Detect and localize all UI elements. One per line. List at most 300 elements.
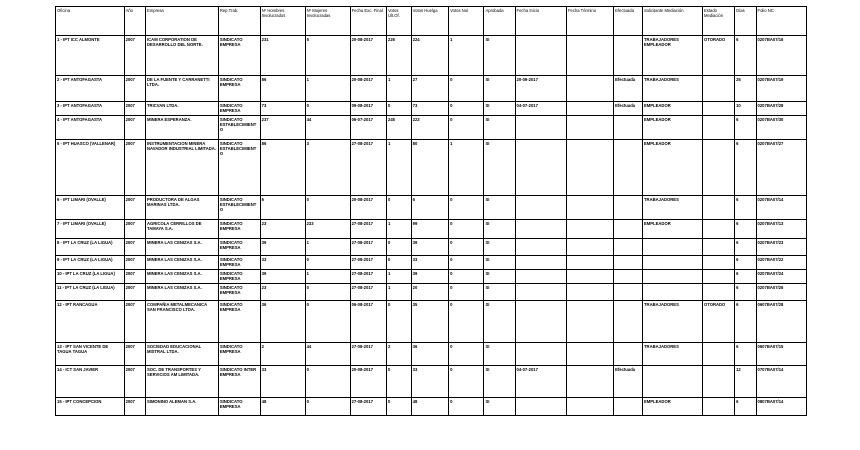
table-cell: SI bbox=[484, 220, 515, 239]
table-cell: EMPLEADOR bbox=[642, 140, 702, 196]
table-cell: SI bbox=[484, 36, 515, 76]
table-cell: 10 bbox=[735, 102, 756, 116]
table-cell bbox=[614, 398, 643, 416]
table-cell bbox=[515, 140, 566, 196]
table-cell: 6 bbox=[411, 196, 448, 220]
table-cell: 14 - ICT SAN JAVIER bbox=[56, 366, 125, 398]
table-cell: 20-09-2017 bbox=[515, 76, 566, 102]
table-cell: 6 bbox=[735, 301, 756, 343]
table-cell bbox=[566, 239, 613, 256]
table-cell: 1 bbox=[449, 36, 484, 76]
table-cell: SI bbox=[484, 398, 515, 416]
table-cell: 0707BA07/14 bbox=[756, 366, 806, 398]
table-cell: 6 bbox=[735, 196, 756, 220]
table-cell bbox=[702, 76, 734, 102]
table-cell: 2007 bbox=[124, 76, 145, 102]
table-cell: 1 bbox=[305, 76, 350, 102]
table-cell: DE LA FUENTE Y CARRANETTI LTDA. bbox=[145, 76, 218, 102]
table-cell: SINDICATO EMPRESA bbox=[218, 270, 260, 284]
table-cell: SINDICATO EMPRESA bbox=[218, 239, 260, 256]
table-cell: 36 bbox=[260, 301, 305, 343]
table-cell: SI bbox=[484, 343, 515, 366]
table-cell: 6 bbox=[735, 398, 756, 416]
table-row bbox=[56, 220, 807, 239]
table-cell: 0 bbox=[387, 301, 412, 343]
table-cell: 86 bbox=[260, 140, 305, 196]
table-cell bbox=[515, 398, 566, 416]
table-cell: MINERA ESPERANZA. bbox=[145, 116, 218, 140]
table-cell: 27-08-2017 bbox=[350, 284, 386, 301]
column-header: Estado Mediación bbox=[702, 7, 734, 36]
table-cell: 6 - IPT LIMARI (OVALLE) bbox=[56, 196, 125, 220]
table-cell: 2007 bbox=[124, 284, 145, 301]
table-cell: 06-07-2017 bbox=[350, 116, 386, 140]
table-cell: 0 bbox=[305, 284, 350, 301]
table-cell: SI bbox=[484, 239, 515, 256]
table-cell: 0 bbox=[449, 366, 484, 398]
column-header: Aprobada bbox=[484, 7, 515, 36]
table-cell: 0 bbox=[387, 366, 412, 398]
table-cell: 0 bbox=[449, 220, 484, 239]
table-cell: 2 bbox=[387, 343, 412, 366]
table-cell: 1 bbox=[387, 140, 412, 196]
table-cell: 1 bbox=[305, 270, 350, 284]
table-cell bbox=[702, 116, 734, 140]
table-cell: 0 bbox=[387, 102, 412, 116]
table-cell: 20-08-2017 bbox=[350, 76, 386, 102]
table-cell: 6 bbox=[735, 284, 756, 301]
table-cell bbox=[515, 256, 566, 270]
table-cell bbox=[614, 220, 643, 239]
table-cell: 6 bbox=[260, 196, 305, 220]
table-cell: SI bbox=[484, 366, 515, 398]
table-cell: 73 bbox=[411, 102, 448, 116]
table-cell: 27-08-2017 bbox=[350, 343, 386, 366]
table-cell: 11 - IPT LA CRUZ (LA LIGUA) bbox=[56, 284, 125, 301]
table-row bbox=[56, 256, 807, 270]
table-cell: SOCIEDAD EDUCACIONAL MISTRAL LTDA. bbox=[145, 343, 218, 366]
table-cell: 2 - IPT ANTOFAGASTA bbox=[56, 76, 125, 102]
table-cell bbox=[642, 366, 702, 398]
table-cell: 0 bbox=[449, 102, 484, 116]
table-cell: 0 bbox=[449, 239, 484, 256]
table-cell: 0207BA07/24 bbox=[756, 270, 806, 284]
table-cell: 33 bbox=[411, 366, 448, 398]
table-cell bbox=[702, 270, 734, 284]
table-cell: SI bbox=[484, 76, 515, 102]
column-header: Fecha Inicio bbox=[515, 7, 566, 36]
table-cell bbox=[515, 36, 566, 76]
table-cell: PRODUCTORA DE ALGAS MARINAS LTDA. bbox=[145, 196, 218, 220]
column-header: Folio NC bbox=[756, 7, 806, 36]
table-cell: TRICVAN LTDA. bbox=[145, 102, 218, 116]
table-cell: 226 bbox=[387, 36, 412, 76]
table-cell: 27-08-2017 bbox=[350, 239, 386, 256]
table-cell: 20 bbox=[411, 284, 448, 301]
table-cell: 33 bbox=[411, 256, 448, 270]
table-row bbox=[56, 36, 807, 76]
table-cell bbox=[515, 196, 566, 220]
table-cell bbox=[566, 196, 613, 220]
table-cell: SINDICATO EMPRESA bbox=[218, 76, 260, 102]
table-cell: 0207BA07/27 bbox=[756, 140, 806, 196]
table-cell: TRABAJADORES bbox=[642, 76, 702, 102]
table-cell: COMPAÑIA METALMECANICA SAN FRANCISCO LTDA. bbox=[145, 301, 218, 343]
table-cell: 25 bbox=[735, 76, 756, 102]
table-cell bbox=[642, 239, 702, 256]
table-cell: 39 bbox=[411, 270, 448, 284]
table-cell: 12 bbox=[735, 366, 756, 398]
table-cell: SIMONINO ALEMAN S.A. bbox=[145, 398, 218, 416]
column-header: Votos Nul bbox=[449, 7, 484, 36]
table-cell: 23 bbox=[260, 284, 305, 301]
table-cell: 27 bbox=[411, 76, 448, 102]
table-cell: SINDICATO EMPRESA bbox=[218, 284, 260, 301]
table-cell: 0207BA07/16 bbox=[756, 36, 806, 76]
table-cell: MINERA LAS CENIZAS S.A. bbox=[145, 284, 218, 301]
column-header: Fecha Término bbox=[566, 7, 613, 36]
table-cell: 6 bbox=[735, 270, 756, 284]
table-cell bbox=[566, 36, 613, 76]
table-cell: 27-08-2017 bbox=[350, 398, 386, 416]
table-cell: ICAM CORPORATION DE DESARROLLO DEL NORTE. bbox=[145, 36, 218, 76]
table-cell bbox=[614, 284, 643, 301]
table-cell: 0 bbox=[449, 284, 484, 301]
table-cell: 224 bbox=[411, 36, 448, 76]
table-cell: SINDICATO ESTABLECIMIENTO bbox=[218, 196, 260, 220]
table-cell: 2007 bbox=[124, 196, 145, 220]
table-cell: 99 bbox=[411, 220, 448, 239]
table-row bbox=[56, 301, 807, 343]
table-cell: SINDICATO EMPRESA bbox=[218, 220, 260, 239]
column-header: Nº Hombres Involucrados bbox=[260, 7, 305, 36]
column-header: Efectuada bbox=[614, 7, 643, 36]
table-cell: 245 bbox=[387, 116, 412, 140]
table-cell bbox=[566, 284, 613, 301]
table-row bbox=[56, 366, 807, 398]
table-cell: 0 bbox=[387, 398, 412, 416]
column-header: Días bbox=[735, 7, 756, 36]
table-cell bbox=[642, 284, 702, 301]
table-cell: 0 bbox=[305, 301, 350, 343]
table-cell: 0207BA07/30 bbox=[756, 116, 806, 140]
table-cell: SI bbox=[484, 196, 515, 220]
table-cell: SINDICATO ESTABLECIMIENTO bbox=[218, 140, 260, 196]
table-cell: Efectuada bbox=[614, 366, 643, 398]
table-cell: 2007 bbox=[124, 301, 145, 343]
table-cell: SINDICATO EMPRESA bbox=[218, 398, 260, 416]
table-cell bbox=[702, 196, 734, 220]
table-cell: 2007 bbox=[124, 270, 145, 284]
table-cell: SOC. DE TRANSPORTES Y SERVICIOS AM LIMITADA. bbox=[145, 366, 218, 398]
table-cell: MINERA LAS CENIZAS S.A. bbox=[145, 256, 218, 270]
table-cell: 0 bbox=[387, 196, 412, 220]
table-row bbox=[56, 76, 807, 102]
column-header: Votos Ult.Of. bbox=[387, 7, 412, 36]
table-cell: SI bbox=[484, 270, 515, 284]
table-cell: TRABAJADORES EMPLEADOR bbox=[642, 36, 702, 76]
table-cell bbox=[702, 140, 734, 196]
table-cell: 2007 bbox=[124, 366, 145, 398]
table-row bbox=[56, 140, 807, 196]
table-cell bbox=[614, 116, 643, 140]
table-cell: 20-08-2017 bbox=[350, 36, 386, 76]
table-cell: SINDICATO EMPRESA bbox=[218, 256, 260, 270]
table-cell: 5 bbox=[305, 36, 350, 76]
table-cell: SI bbox=[484, 116, 515, 140]
table-cell: TRABAJADORES bbox=[642, 196, 702, 220]
table-cell: SI bbox=[484, 102, 515, 116]
table-cell: 0 bbox=[449, 256, 484, 270]
table-cell: 04-07-2017 bbox=[515, 102, 566, 116]
table-cell: 48 bbox=[260, 398, 305, 416]
table-cell bbox=[614, 270, 643, 284]
table-row bbox=[56, 343, 807, 366]
table-cell: 6 bbox=[735, 343, 756, 366]
table-cell: 6 bbox=[735, 239, 756, 256]
table-cell: 0207BA07/13 bbox=[756, 220, 806, 239]
column-header: Solicitante Mediación bbox=[642, 7, 702, 36]
table-cell: 0 bbox=[449, 270, 484, 284]
table-cell bbox=[702, 239, 734, 256]
table-cell bbox=[642, 270, 702, 284]
table-cell: 48 bbox=[411, 398, 448, 416]
table-cell: 0 bbox=[449, 116, 484, 140]
table-cell: 6 bbox=[735, 140, 756, 196]
table-cell: 0207BA07/23 bbox=[756, 239, 806, 256]
table-cell: SI bbox=[484, 301, 515, 343]
table-cell bbox=[702, 220, 734, 239]
table-cell: 0607BA07/28 bbox=[756, 301, 806, 343]
table-cell bbox=[566, 301, 613, 343]
table-cell: 27-08-2017 bbox=[350, 220, 386, 239]
table-cell: 35 bbox=[411, 301, 448, 343]
table-cell: SI bbox=[484, 284, 515, 301]
data-sheet bbox=[55, 6, 807, 416]
table-cell bbox=[566, 256, 613, 270]
table-cell: 0807BA07/14 bbox=[756, 398, 806, 416]
table-cell: 0 bbox=[305, 102, 350, 116]
table-cell: EMPLEADOR bbox=[642, 398, 702, 416]
table-cell: 233 bbox=[305, 220, 350, 239]
table-cell: EMPLEADOR bbox=[642, 102, 702, 116]
table-cell: 10 - IPT LA CRUZ (LA LIGUA) bbox=[56, 270, 125, 284]
table-cell: 36 bbox=[411, 343, 448, 366]
table-cell bbox=[566, 116, 613, 140]
table-cell: 2 bbox=[260, 343, 305, 366]
table-cell bbox=[515, 284, 566, 301]
table-cell: OTORADO bbox=[702, 36, 734, 76]
table-cell: 0207BA07/26 bbox=[756, 284, 806, 301]
table-cell: 237 bbox=[260, 116, 305, 140]
table-cell bbox=[614, 140, 643, 196]
table-cell: 0 bbox=[449, 301, 484, 343]
table-cell bbox=[515, 301, 566, 343]
table-cell bbox=[614, 301, 643, 343]
table-cell bbox=[614, 343, 643, 366]
table-cell: 0207BA07/14 bbox=[756, 196, 806, 220]
table-cell: 27-08-2017 bbox=[350, 270, 386, 284]
table-cell bbox=[702, 398, 734, 416]
negotiations-table bbox=[55, 6, 807, 416]
table-cell: 1 bbox=[449, 140, 484, 196]
table-cell bbox=[566, 220, 613, 239]
table-cell bbox=[702, 366, 734, 398]
table-cell: 39 bbox=[411, 239, 448, 256]
table-cell: 0 bbox=[387, 239, 412, 256]
table-cell: 1 bbox=[305, 239, 350, 256]
table-cell bbox=[515, 239, 566, 256]
table-cell: INSTRUMENTACION MINERA NAVADOR INDUSTRIAL LIMITADA. bbox=[145, 140, 218, 196]
table-cell: 13 - IPT SAN VICENTE DE TAGUA TAGUA bbox=[56, 343, 125, 366]
header-row bbox=[56, 7, 807, 36]
column-header: Fecha Exc. Final bbox=[350, 7, 386, 36]
table-cell bbox=[566, 270, 613, 284]
table-cell: 0 bbox=[305, 196, 350, 220]
table-cell bbox=[515, 220, 566, 239]
table-cell: 06-08-2017 bbox=[350, 301, 386, 343]
table-cell: 231 bbox=[260, 36, 305, 76]
table-cell bbox=[566, 398, 613, 416]
table-cell: 3 - IPT ANTOFAGASTA bbox=[56, 102, 125, 116]
table-cell: 0 bbox=[305, 398, 350, 416]
table-cell bbox=[566, 343, 613, 366]
table-row bbox=[56, 398, 807, 416]
table-cell: 2007 bbox=[124, 116, 145, 140]
table-cell: 2007 bbox=[124, 239, 145, 256]
table-cell bbox=[642, 256, 702, 270]
table-cell: 20-08-2017 bbox=[350, 196, 386, 220]
table-cell: Efectuada bbox=[614, 102, 643, 116]
table-cell bbox=[702, 102, 734, 116]
table-cell: SI bbox=[484, 140, 515, 196]
table-cell: 2007 bbox=[124, 220, 145, 239]
table-cell: 4 - IPT ANTOFAGASTA bbox=[56, 116, 125, 140]
table-cell: 6 bbox=[735, 116, 756, 140]
table-cell: 33 bbox=[260, 366, 305, 398]
table-cell: 2007 bbox=[124, 36, 145, 76]
table-cell: SINDICATO EMPRESA bbox=[218, 102, 260, 116]
table-cell: 0207BA07/28 bbox=[756, 102, 806, 116]
table-cell bbox=[614, 239, 643, 256]
table-cell bbox=[566, 102, 613, 116]
table-cell: 39 bbox=[260, 270, 305, 284]
table-cell bbox=[515, 116, 566, 140]
table-cell: 2007 bbox=[124, 102, 145, 116]
table-cell: 73 bbox=[260, 102, 305, 116]
table-cell: 0 bbox=[449, 398, 484, 416]
table-cell: 23 bbox=[260, 220, 305, 239]
table-cell: TRABAJADORES bbox=[642, 301, 702, 343]
table-cell: 3 bbox=[305, 140, 350, 196]
table-cell bbox=[566, 140, 613, 196]
table-cell: MINERA LAS CENIZAS S.A. bbox=[145, 239, 218, 256]
table-cell: 86 bbox=[260, 76, 305, 102]
table-cell: 0 bbox=[387, 256, 412, 270]
table-cell: 5 - IPT HUASCO (VALLENAR) bbox=[56, 140, 125, 196]
table-cell: 2007 bbox=[124, 343, 145, 366]
table-cell: 0 bbox=[449, 343, 484, 366]
table-cell: 0607BA07/15 bbox=[756, 343, 806, 366]
table-cell bbox=[702, 343, 734, 366]
table-cell: 27-08-2017 bbox=[350, 256, 386, 270]
table-cell: 9 - IPT LA CRUZ (LA LIGUA) bbox=[56, 256, 125, 270]
table-cell: 0 bbox=[449, 196, 484, 220]
table-cell: 80 bbox=[411, 140, 448, 196]
table-cell: 7 - IPT LIMARI (OVALLE) bbox=[56, 220, 125, 239]
table-cell: 1 bbox=[387, 220, 412, 239]
table-cell: 223 bbox=[411, 116, 448, 140]
table-cell: MINERA LAS CENIZAS S.A. bbox=[145, 270, 218, 284]
table-cell: SI bbox=[484, 256, 515, 270]
table-cell: 0 bbox=[305, 366, 350, 398]
table-cell: 0 bbox=[305, 256, 350, 270]
table-cell: 04-07-2017 bbox=[515, 366, 566, 398]
column-header: Empresa bbox=[145, 7, 218, 36]
column-header: Año bbox=[124, 7, 145, 36]
table-cell bbox=[515, 270, 566, 284]
table-cell: 2007 bbox=[124, 140, 145, 196]
table-cell bbox=[702, 256, 734, 270]
table-cell: 0207BA07/19 bbox=[756, 76, 806, 102]
table-row bbox=[56, 284, 807, 301]
table-cell: 0207BA07/22 bbox=[756, 256, 806, 270]
table-row bbox=[56, 196, 807, 220]
table-row bbox=[56, 116, 807, 140]
table-cell: 2007 bbox=[124, 256, 145, 270]
table-cell: 8 - IPT LA CRUZ (LA LIGUA) bbox=[56, 239, 125, 256]
table-cell: 20-08-2017 bbox=[350, 366, 386, 398]
table-cell: 1 bbox=[387, 284, 412, 301]
table-cell: 6 bbox=[735, 256, 756, 270]
table-cell: SINDICATO EMPRESA bbox=[218, 343, 260, 366]
table-cell: SINDICATO EMPRESA bbox=[218, 301, 260, 343]
table-cell: AGRICOLA CERRILLOS DE TAMAYA S.A. bbox=[145, 220, 218, 239]
table-row bbox=[56, 102, 807, 116]
table-cell: 27-08-2017 bbox=[350, 140, 386, 196]
table-cell: 1 bbox=[387, 270, 412, 284]
table-cell: 0 bbox=[449, 76, 484, 102]
table-cell bbox=[566, 366, 613, 398]
table-cell: 44 bbox=[305, 116, 350, 140]
table-cell bbox=[566, 76, 613, 102]
table-cell: OTORADO bbox=[702, 301, 734, 343]
table-cell: EMPLEADOR bbox=[642, 220, 702, 239]
table-cell: TRABAJADORES bbox=[642, 343, 702, 366]
table-cell bbox=[702, 284, 734, 301]
column-header: Oficina bbox=[56, 7, 125, 36]
table-cell: 2007 bbox=[124, 398, 145, 416]
table-cell: 6 bbox=[735, 220, 756, 239]
table-cell: 39 bbox=[260, 239, 305, 256]
table-cell bbox=[614, 196, 643, 220]
table-cell: SINDICATO EMPRESA bbox=[218, 36, 260, 76]
table-cell: 1 bbox=[387, 76, 412, 102]
column-header: Votos Huelga bbox=[411, 7, 448, 36]
table-row bbox=[56, 239, 807, 256]
table-cell: 6 bbox=[735, 36, 756, 76]
table-cell: 15 - IPT CONCEPCION bbox=[56, 398, 125, 416]
column-header: Nº Mujeres Involucradas bbox=[305, 7, 350, 36]
table-cell bbox=[614, 36, 643, 76]
table-cell: SINDICATO ESTABLECIMIENTO bbox=[218, 116, 260, 140]
table-cell: 1 - IPT ICC ALMONTE bbox=[56, 36, 125, 76]
table-cell bbox=[614, 256, 643, 270]
table-cell: 09-08-2017 bbox=[350, 102, 386, 116]
table-cell: Efectuada bbox=[614, 76, 643, 102]
table-cell: 44 bbox=[305, 343, 350, 366]
table-row bbox=[56, 270, 807, 284]
